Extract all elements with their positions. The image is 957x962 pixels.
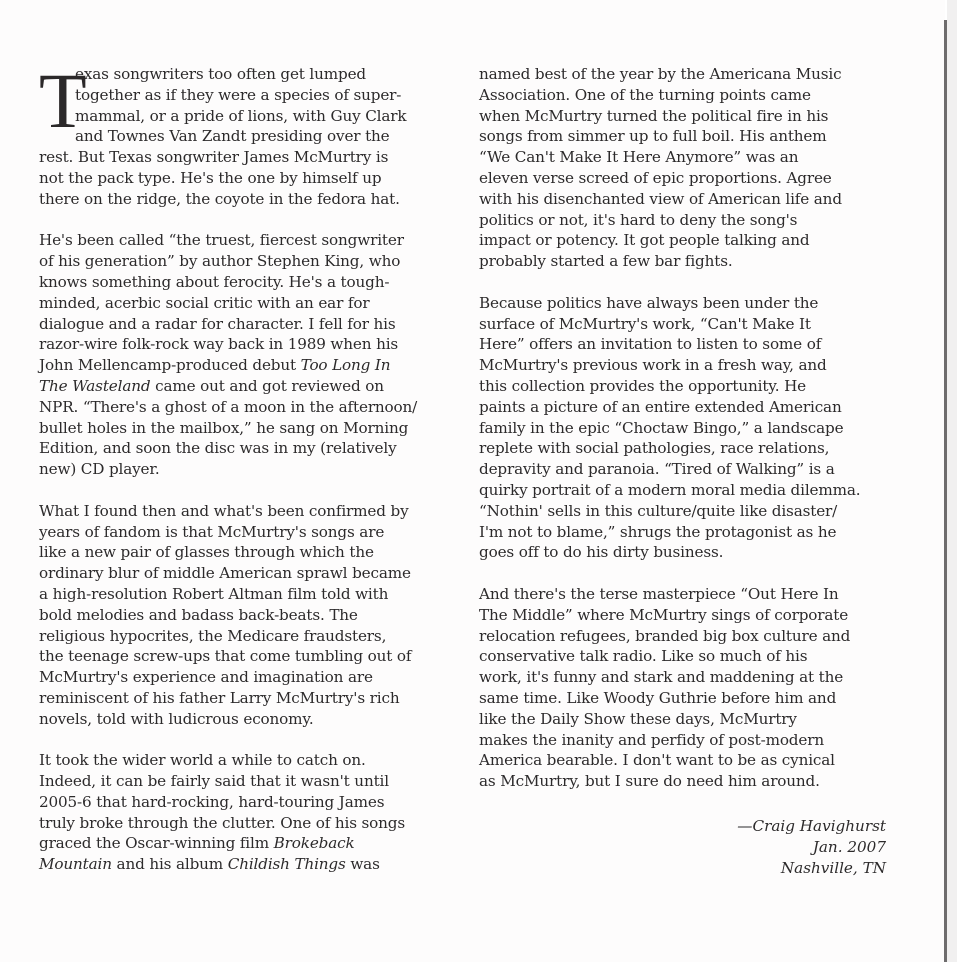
- text-line: new) CD player.: [39, 460, 160, 479]
- text-line: politics or not, it's hard to deny the song's: [479, 210, 798, 229]
- signature-block: [479, 816, 886, 878]
- text-line: [39, 355, 449, 376]
- text-line: impact or potency. It got people talking and: [479, 231, 810, 250]
- text-line: paints a picture of an entire extended American: [479, 397, 842, 416]
- right-column: [479, 64, 889, 813]
- text-line: like a new pair of glasses through which the: [39, 543, 374, 562]
- text-line: ordinary blur of middle American sprawl became: [39, 564, 411, 583]
- page-fold-edge: [944, 20, 947, 962]
- text-line: exas songwriters too often get lumped: [75, 65, 367, 83]
- text-line: with his disenchanted view of American life and: [479, 189, 842, 208]
- text-line: “Nothin' sells in this culture/quite like disaster/: [479, 501, 838, 520]
- film-title: Mountain: [39, 855, 112, 874]
- paragraph-fandom: [39, 501, 449, 730]
- text-line: I'm not to blame,” shrugs the protagonist as he: [479, 522, 837, 541]
- text-line: when McMurtry turned the political fire in his: [479, 106, 829, 125]
- text-line: like the Daily Show these days, McMurtry: [479, 709, 797, 728]
- text-line: bold melodies and badass back-beats. The: [39, 605, 358, 624]
- text-run: John Mellencamp-produced debut: [39, 356, 301, 375]
- text-line: probably started a few bar fights.: [479, 252, 733, 271]
- text-line: surface of McMurtry's work, “Can't Make It: [479, 314, 811, 333]
- text-line: there on the ridge, the coyote in the fedora hat.: [39, 189, 400, 208]
- text-line: knows something about ferocity. He's a tough-: [39, 272, 390, 291]
- text-line: [39, 833, 449, 854]
- text-line: years of fandom is that McMurtry's songs are: [39, 522, 385, 541]
- text-line: conservative talk radio. Like so much of his: [479, 647, 808, 666]
- text-line: [39, 854, 449, 875]
- text-line: Edition, and soon the disc was in my (relatively: [39, 439, 397, 458]
- text-run: and his album: [111, 855, 228, 874]
- album-title: Childish Things: [227, 855, 346, 874]
- text-line: replete with social pathologies, race relations,: [479, 439, 830, 458]
- text-line: It took the wider world a while to catch on.: [39, 751, 366, 770]
- text-line: dialogue and a radar for character. I fell for his: [39, 314, 396, 333]
- text-line: novels, told with ludicrous economy.: [39, 709, 314, 728]
- text-run: graced the Oscar-winning film: [39, 834, 274, 853]
- text-line: minded, acerbic social critic with an ear for: [39, 293, 370, 312]
- paragraph-stephen-king: [39, 230, 449, 480]
- left-column: [39, 57, 449, 896]
- text-line: reminiscent of his father Larry McMurtry's rich: [39, 688, 400, 707]
- paragraph-out-here: [479, 584, 889, 792]
- page-edge-shade: [947, 0, 957, 962]
- text-line: relocation refugees, branded big box culture and: [479, 626, 851, 645]
- text-line: The Middle” where McMurtry sings of corporate: [479, 605, 849, 624]
- text-line: Because politics have always been under the: [479, 293, 819, 312]
- paragraph-americana: [479, 64, 889, 272]
- text-line: quirky portrait of a modern moral media dilemma.: [479, 480, 861, 499]
- text-line: and Townes Van Zandt presiding over the: [75, 127, 390, 146]
- author-name: —Craig Havighurst: [737, 817, 886, 835]
- text-line: as McMurtry, but I sure do need him around.: [479, 772, 820, 791]
- text-line: work, it's funny and stark and maddening at the: [479, 668, 844, 687]
- album-title: The Wasteland: [39, 376, 151, 395]
- drop-cap: T: [39, 57, 87, 144]
- text-line: Association. One of the turning points came: [479, 85, 811, 104]
- text-line: same time. Like Woody Guthrie before him and: [479, 688, 837, 707]
- signature-date: Jan. 2007: [812, 837, 886, 856]
- text-line: razor-wire folk-rock way back in 1989 when his: [39, 335, 399, 354]
- text-line: religious hypocrites, the Medicare fraudsters,: [39, 626, 387, 645]
- text-line: a high-resolution Robert Altman film told with: [39, 584, 389, 603]
- text-line: NPR. “There's a ghost of a moon in the afternoon/: [39, 397, 418, 416]
- text-line: What I found then and what's been confirmed by: [39, 501, 409, 520]
- text-line: And there's the terse masterpiece “Out Here In: [479, 584, 839, 603]
- text-line: 2005-6 that hard-rocking, hard-touring James: [39, 792, 385, 811]
- text-line: mammal, or a pride of lions, with Guy Clark: [75, 106, 407, 125]
- text-line: of his generation” by author Stephen King, who: [39, 252, 401, 271]
- text-run: was: [345, 855, 380, 874]
- text-line: this collection provides the opportunity. He: [479, 376, 806, 395]
- text-line: Here” offers an invitation to listen to some of: [479, 335, 822, 354]
- text-line: [39, 376, 449, 397]
- text-line: depravity and paranoia. “Tired of Walking” is a: [479, 460, 835, 479]
- text-line: named best of the year by the Americana Music: [479, 65, 842, 83]
- text-line: McMurtry's experience and imagination are: [39, 668, 373, 687]
- text-line: bullet holes in the mailbox,” he sang on Morning: [39, 418, 409, 437]
- text-line: truly broke through the clutter. One of his songs: [39, 813, 406, 832]
- text-line: songs from simmer up to full boil. His anthem: [479, 127, 827, 146]
- text-line: America bearable. I don't want to be as cynical: [479, 751, 835, 770]
- paragraph-politics: [479, 293, 889, 563]
- paragraph-intro: [39, 57, 449, 210]
- text-line: He's been called “the truest, fiercest songwriter: [39, 231, 404, 250]
- paragraph-wider-world: [39, 750, 449, 875]
- text-line: not the pack type. He's the one by himself up: [39, 168, 382, 187]
- text-line: goes off to do his dirty business.: [479, 543, 724, 562]
- text-line: rest. But Texas songwriter James McMurtry is: [39, 148, 389, 167]
- text-run: came out and got reviewed on: [150, 376, 384, 395]
- album-title: Too Long In: [300, 356, 391, 375]
- text-line: makes the inanity and perfidy of post-modern: [479, 730, 824, 749]
- text-line: the teenage screw-ups that come tumbling out of: [39, 647, 412, 666]
- text-line: family in the epic “Choctaw Bingo,” a landscape: [479, 418, 844, 437]
- text-line: McMurtry's previous work in a fresh way, and: [479, 356, 827, 375]
- signature-place: Nashville, TN: [780, 858, 886, 877]
- text-line: “We Can't Make It Here Anymore” was an: [479, 148, 799, 167]
- text-line: eleven verse screed of epic proportions. Agree: [479, 168, 832, 187]
- film-title: Brokeback: [273, 834, 355, 853]
- text-line: together as if they were a species of super-: [75, 85, 402, 104]
- text-line: Indeed, it can be fairly said that it wasn't until: [39, 772, 389, 791]
